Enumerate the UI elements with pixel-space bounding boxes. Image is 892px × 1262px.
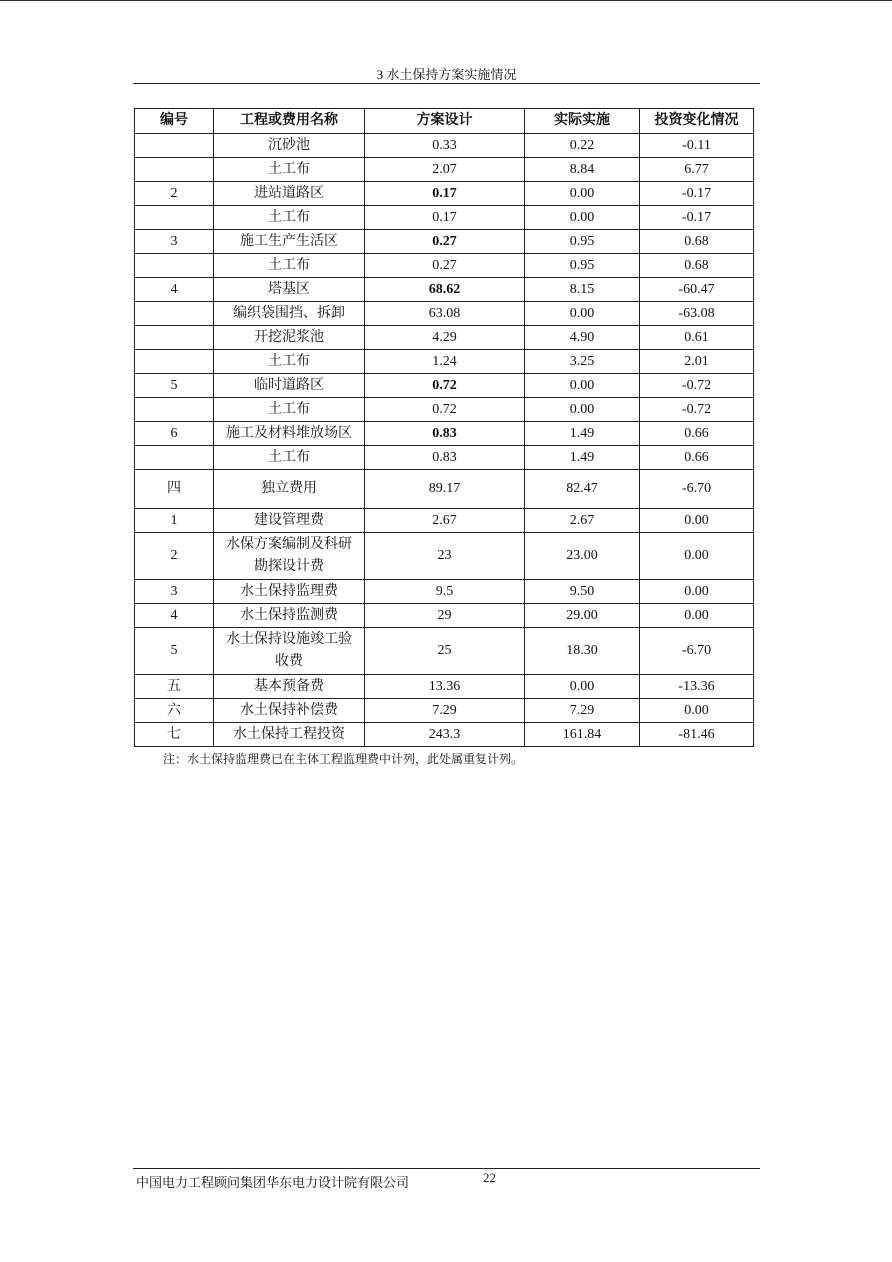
table-row — [135, 723, 754, 747]
cell-number — [135, 302, 214, 326]
cell-number: 5 — [135, 628, 214, 675]
cell-plan: 29 — [365, 604, 525, 628]
table-row — [135, 134, 754, 158]
cell-actual: 161.84 — [525, 723, 640, 747]
cell-change: -6.70 — [640, 470, 754, 509]
cell-plan: 0.72 — [365, 374, 525, 398]
cell-name: 进站道路区 — [214, 182, 365, 206]
cell-change: 0.66 — [640, 422, 754, 446]
cell-plan: 25 — [365, 628, 525, 675]
cell-name: 塔基区 — [214, 278, 365, 302]
cell-name-line: 收费 — [275, 654, 303, 669]
table-note: 注：水土保持监理费已在主体工程监理费中计列，此处属重复计列。 — [163, 752, 524, 766]
cell-name: 土工布 — [214, 398, 365, 422]
cell-number — [135, 446, 214, 470]
cell-number — [135, 398, 214, 422]
cell-plan: 0.83 — [365, 446, 525, 470]
table-row — [135, 374, 754, 398]
cell-number: 七 — [135, 723, 214, 747]
table-row — [135, 398, 754, 422]
cell-name: 水土保持工程投资 — [214, 723, 365, 747]
cell-actual: 18.30 — [525, 628, 640, 675]
cell-actual: 82.47 — [525, 470, 640, 509]
cell-plan: 89.17 — [365, 470, 525, 509]
table-row — [135, 675, 754, 699]
cell-number: 3 — [135, 580, 214, 604]
cell-number — [135, 134, 214, 158]
cell-plan: 68.62 — [365, 278, 525, 302]
cell-number: 4 — [135, 604, 214, 628]
table-row — [135, 509, 754, 533]
cell-number: 6 — [135, 422, 214, 446]
cell-change: 2.01 — [640, 350, 754, 374]
cell-plan: 2.07 — [365, 158, 525, 182]
table-row — [135, 580, 754, 604]
cell-name: 开挖泥浆池 — [214, 326, 365, 350]
cell-actual: 0.00 — [525, 374, 640, 398]
cell-change: 0.68 — [640, 254, 754, 278]
cell-actual: 0.00 — [525, 675, 640, 699]
cell-actual: 23.00 — [525, 533, 640, 580]
cell-name: 建设管理费 — [214, 509, 365, 533]
cell-change: -6.70 — [640, 628, 754, 675]
cell-name: 沉砂池 — [214, 134, 365, 158]
cell-change: -0.11 — [640, 134, 754, 158]
cell-change: -60.47 — [640, 278, 754, 302]
cell-plan: 13.36 — [365, 675, 525, 699]
cell-plan: 63.08 — [365, 302, 525, 326]
cell-change: 0.00 — [640, 580, 754, 604]
cell-actual: 29.00 — [525, 604, 640, 628]
cell-change: 0.00 — [640, 509, 754, 533]
cell-actual: 0.95 — [525, 230, 640, 254]
cell-change: -13.36 — [640, 675, 754, 699]
cell-number: 4 — [135, 278, 214, 302]
page-header-title: 3 水土保持方案实施情况 — [376, 67, 517, 82]
cell-change: -81.46 — [640, 723, 754, 747]
cell-number: 五 — [135, 675, 214, 699]
cell-name: 土工布 — [214, 446, 365, 470]
cell-name-line: 水保方案编制及科研 — [226, 537, 352, 552]
cell-plan: 0.27 — [365, 230, 525, 254]
cell-actual: 1.49 — [525, 422, 640, 446]
table-body — [135, 134, 754, 747]
cell-change: 0.00 — [640, 604, 754, 628]
cell-number — [135, 254, 214, 278]
cell-change: -0.17 — [640, 182, 754, 206]
cell-change: 0.00 — [640, 699, 754, 723]
table-row — [135, 230, 754, 254]
cell-actual: 0.00 — [525, 182, 640, 206]
cell-number: 六 — [135, 699, 214, 723]
cell-name — [214, 533, 365, 580]
table-row — [135, 326, 754, 350]
table-row — [135, 350, 754, 374]
cell-plan: 4.29 — [365, 326, 525, 350]
column-header-plan: 方案设计 — [365, 109, 525, 134]
cell-change: -0.72 — [640, 374, 754, 398]
cell-name: 土工布 — [214, 206, 365, 230]
cell-name: 土工布 — [214, 254, 365, 278]
cell-actual: 2.67 — [525, 509, 640, 533]
cell-name: 临时道路区 — [214, 374, 365, 398]
cell-change: 0.61 — [640, 326, 754, 350]
cell-actual: 9.50 — [525, 580, 640, 604]
table-row — [135, 254, 754, 278]
column-header-number: 编号 — [135, 109, 214, 134]
cell-actual: 0.00 — [525, 302, 640, 326]
cell-change: -0.72 — [640, 398, 754, 422]
column-header-name: 工程或费用名称 — [214, 109, 365, 134]
cell-actual: 0.00 — [525, 206, 640, 230]
cell-plan: 23 — [365, 533, 525, 580]
cell-name-line: 勘探设计费 — [254, 559, 324, 574]
cell-number: 1 — [135, 509, 214, 533]
cell-actual: 1.49 — [525, 446, 640, 470]
cell-plan: 9.5 — [365, 580, 525, 604]
cell-name: 施工及材料堆放场区 — [214, 422, 365, 446]
cell-name: 水土保持补偿费 — [214, 699, 365, 723]
cell-name: 水土保持监测费 — [214, 604, 365, 628]
cell-name: 编织袋围挡、拆卸 — [214, 302, 365, 326]
cell-number — [135, 326, 214, 350]
cell-plan: 0.33 — [365, 134, 525, 158]
table-row — [135, 533, 754, 580]
cell-name: 土工布 — [214, 350, 365, 374]
footer-divider — [133, 1168, 760, 1169]
cell-plan: 7.29 — [365, 699, 525, 723]
cell-plan: 0.83 — [365, 422, 525, 446]
cell-change: -63.08 — [640, 302, 754, 326]
cell-plan: 1.24 — [365, 350, 525, 374]
cell-actual: 4.90 — [525, 326, 640, 350]
cell-change: 0.68 — [640, 230, 754, 254]
cell-number — [135, 158, 214, 182]
cell-actual: 3.25 — [525, 350, 640, 374]
table-row — [135, 158, 754, 182]
cell-plan: 0.27 — [365, 254, 525, 278]
cell-name: 土工布 — [214, 158, 365, 182]
cell-plan: 2.67 — [365, 509, 525, 533]
cell-number: 3 — [135, 230, 214, 254]
cell-actual: 8.15 — [525, 278, 640, 302]
page-top-border — [0, 0, 892, 1]
table-row — [135, 182, 754, 206]
cell-number: 2 — [135, 182, 214, 206]
cell-name-line: 水土保持设施竣工验 — [226, 632, 352, 647]
cell-actual: 0.95 — [525, 254, 640, 278]
page-number: 22 — [483, 1170, 496, 1185]
cell-change: 6.77 — [640, 158, 754, 182]
cell-name: 水土保持监理费 — [214, 580, 365, 604]
cell-actual: 7.29 — [525, 699, 640, 723]
cell-number — [135, 350, 214, 374]
cell-number: 2 — [135, 533, 214, 580]
cell-actual: 0.00 — [525, 398, 640, 422]
table-header-row — [135, 109, 754, 134]
cell-plan: 243.3 — [365, 723, 525, 747]
column-header-change: 投资变化情况 — [640, 109, 754, 134]
table-row — [135, 699, 754, 723]
table-row — [135, 302, 754, 326]
cell-change: 0.00 — [640, 533, 754, 580]
cell-name: 基本预备费 — [214, 675, 365, 699]
investment-comparison-table — [134, 108, 754, 747]
cell-actual: 0.22 — [525, 134, 640, 158]
cell-change: 0.66 — [640, 446, 754, 470]
cell-number — [135, 206, 214, 230]
cell-plan: 0.17 — [365, 182, 525, 206]
cell-plan: 0.72 — [365, 398, 525, 422]
cell-name — [214, 628, 365, 675]
column-header-actual: 实际实施 — [525, 109, 640, 134]
table-row — [135, 422, 754, 446]
cell-name: 独立费用 — [214, 470, 365, 509]
footer-company: 中国电力工程顾问集团华东电力设计院有限公司 — [136, 1175, 410, 1190]
table-row — [135, 446, 754, 470]
table-row — [135, 206, 754, 230]
cell-number: 5 — [135, 374, 214, 398]
table-row — [135, 628, 754, 675]
cell-number: 四 — [135, 470, 214, 509]
cell-plan: 0.17 — [365, 206, 525, 230]
table-row — [135, 604, 754, 628]
table-row — [135, 470, 754, 509]
header-divider — [133, 83, 760, 84]
cell-name: 施工生产生活区 — [214, 230, 365, 254]
cell-change: -0.17 — [640, 206, 754, 230]
cell-actual: 8.84 — [525, 158, 640, 182]
table-row — [135, 278, 754, 302]
